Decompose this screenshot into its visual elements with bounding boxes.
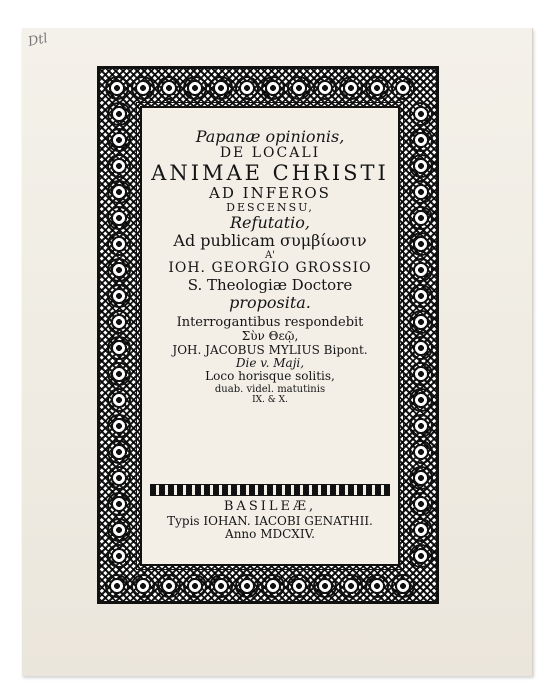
border-ornament-icon <box>409 492 433 516</box>
border-ornament-icon <box>107 544 131 568</box>
border-ornament-icon <box>105 574 129 598</box>
border-ornament-icon <box>409 258 433 282</box>
imprint-place: BASILEÆ, <box>223 499 317 514</box>
border-ornament-icon <box>107 154 131 178</box>
border-ornament-icon <box>107 232 131 256</box>
border-ornament-icon <box>107 310 131 334</box>
border-ornament-icon <box>339 76 363 100</box>
title-line-12: Interrogantibus respondebit <box>176 314 364 330</box>
border-ornament-icon <box>183 574 207 598</box>
border-ornament-icon <box>391 76 415 100</box>
border-ornament-icon <box>107 284 131 308</box>
border-ornament-icon <box>409 544 433 568</box>
border-ornament-icon <box>409 154 433 178</box>
border-ornament-icon <box>313 574 337 598</box>
title-line-17: duab. videl. matutinis <box>214 383 326 395</box>
title-line-10: S. Theologiæ Doctore <box>187 275 353 294</box>
title-line-13: Σὺν Θεῷ, <box>241 329 299 344</box>
title-line-4: AD INFEROS <box>209 184 331 203</box>
imprint-year: Anno MDCXIV. <box>225 526 315 541</box>
border-ornament-icon <box>105 76 129 100</box>
border-ornament-icon <box>107 258 131 282</box>
title-line-15: Die v. Maji, <box>235 356 305 370</box>
border-ornament-icon <box>261 76 285 100</box>
border-ornament-icon <box>131 574 155 598</box>
border-ornament-icon <box>107 388 131 412</box>
border-ornament-icon <box>365 76 389 100</box>
border-ornament-icon <box>409 518 433 542</box>
border-ornament-icon <box>287 574 311 598</box>
title-line-18: IX. & X. <box>252 395 288 406</box>
border-ornament-icon <box>261 574 285 598</box>
border-ornament-icon <box>313 76 337 100</box>
border-ornament-icon <box>131 76 155 100</box>
title-line-16: Loco horisque solitis, <box>205 369 335 384</box>
border-ornament-icon <box>209 574 233 598</box>
border-ornament-icon <box>409 388 433 412</box>
imprint-printer: Typis IOHAN. IACOBI GENATHII. <box>167 513 373 528</box>
imprint-block <box>140 500 400 541</box>
title-line-3: ANIMAE CHRISTI <box>151 160 389 185</box>
border-ornament-icon <box>409 310 433 334</box>
title-line-5: DESCENSU, <box>226 200 314 214</box>
border-ornament-icon <box>409 414 433 438</box>
border-ornament-icon <box>107 492 131 516</box>
border-ornament-icon <box>287 76 311 100</box>
ornamental-rule <box>150 484 390 496</box>
title-line-2: DE LOCALI <box>219 144 321 161</box>
border-ornament-icon <box>107 362 131 386</box>
border-ornament-icon <box>107 128 131 152</box>
border-ornament-icon <box>391 574 415 598</box>
border-ornament-icon <box>409 466 433 490</box>
title-line-1: Papanæ opinionis, <box>195 127 345 146</box>
title-line-7: Ad publicam συμβίωσιν <box>173 231 367 251</box>
border-ornament-icon <box>365 574 389 598</box>
border-ornament-icon <box>107 102 131 126</box>
border-ornament-icon <box>107 440 131 464</box>
border-ornament-icon <box>107 414 131 438</box>
title-text-block <box>140 108 400 405</box>
border-ornament-icon <box>409 206 433 230</box>
border-ornament-icon <box>157 76 181 100</box>
border-ornament-icon <box>107 206 131 230</box>
handwritten-shelfmark: Dtl <box>26 31 50 50</box>
border-ornament-icon <box>107 336 131 360</box>
border-ornament-icon <box>409 232 433 256</box>
border-ornament-icon <box>183 76 207 100</box>
border-ornament-icon <box>235 574 259 598</box>
title-line-14: JOH. JACOBUS MYLIUS Bipont. <box>172 342 368 357</box>
border-ornament-icon <box>409 336 433 360</box>
border-ornament-icon <box>409 362 433 386</box>
title-line-9: IOH. GEORGIO GROSSIO <box>168 260 372 277</box>
border-ornament-icon <box>409 180 433 204</box>
border-ornament-icon <box>107 518 131 542</box>
title-line-6: Refutatio, <box>230 213 310 233</box>
border-ornament-icon <box>409 128 433 152</box>
border-ornament-icon <box>339 574 363 598</box>
border-ornament-icon <box>409 102 433 126</box>
border-ornament-icon <box>107 466 131 490</box>
border-ornament-icon <box>235 76 259 100</box>
border-ornament-icon <box>107 180 131 204</box>
title-line-11: proposita. <box>229 292 311 312</box>
border-ornament-icon <box>209 76 233 100</box>
border-ornament-icon <box>409 284 433 308</box>
border-ornament-icon <box>157 574 181 598</box>
border-ornament-icon <box>409 440 433 464</box>
title-line-8: A' <box>265 250 275 262</box>
